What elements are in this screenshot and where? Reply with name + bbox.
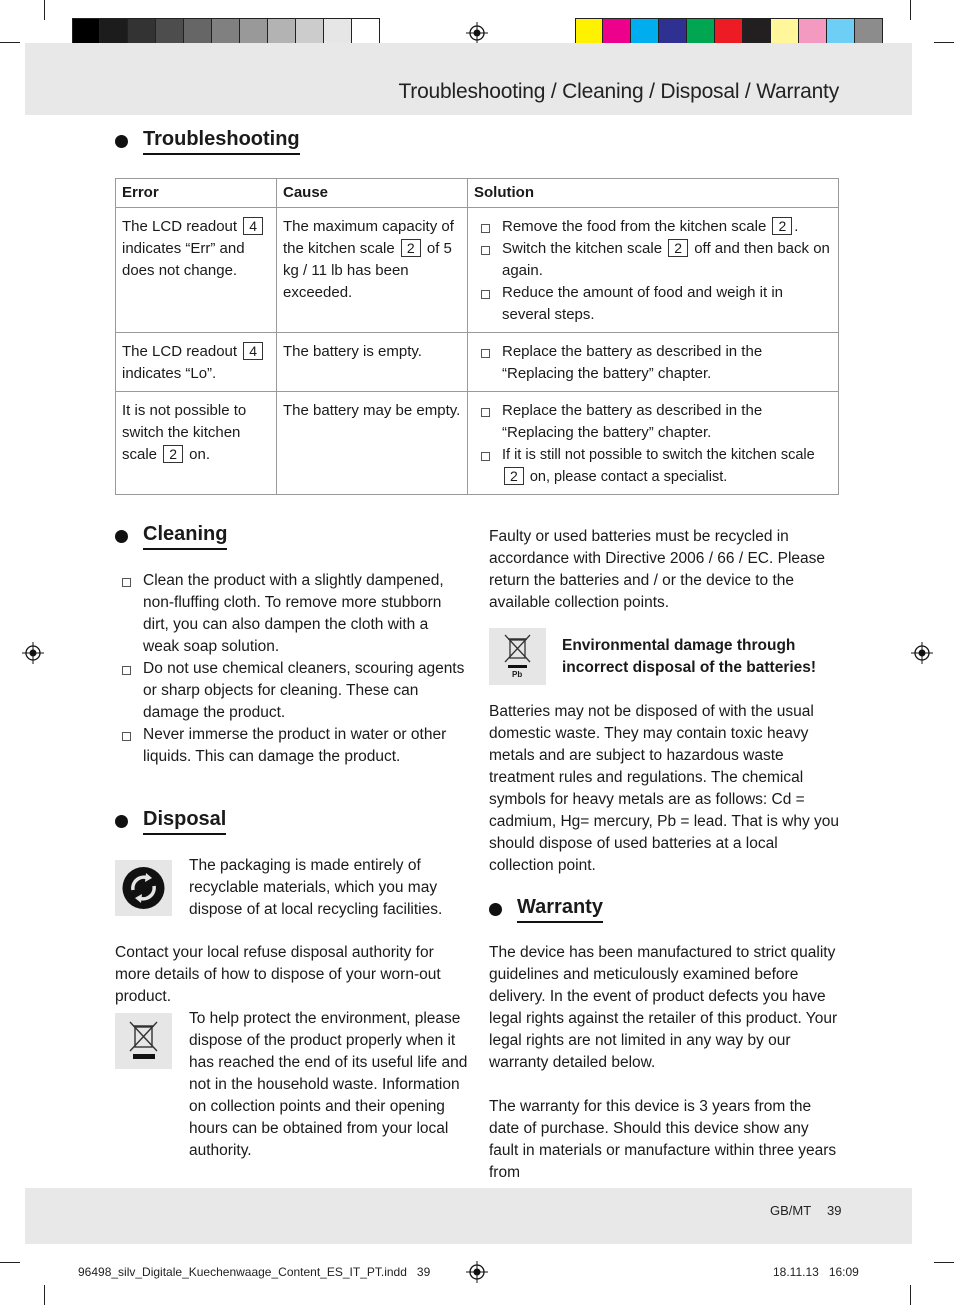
list-item — [474, 238, 832, 282]
list-item — [474, 400, 832, 444]
crop-mark — [0, 1262, 20, 1263]
error-cell — [116, 333, 277, 392]
list-item — [474, 444, 832, 488]
color-swatch — [352, 18, 380, 46]
gray-calibration-bar — [72, 18, 380, 46]
crossed-out-bin-icon — [115, 1013, 172, 1069]
error-cell — [116, 392, 277, 495]
header-band — [25, 43, 912, 115]
color-swatch — [156, 18, 184, 46]
text-run: on. — [184, 446, 211, 463]
crop-mark — [44, 1285, 45, 1305]
battery-warning: Environmental damage through incorrect disposal of the batteries! — [562, 637, 817, 676]
solution-cell — [468, 208, 839, 333]
cause-cell — [277, 392, 468, 495]
text-run: of 5 kg / 11 lb has been exceeded. — [283, 240, 452, 301]
text-run: It is not possible to switch the kitchen scale — [122, 402, 247, 463]
list-item: Never immerse the product in water or other liquids. This can damage the product. — [115, 724, 467, 768]
part-number-box: 4 — [243, 342, 263, 360]
text-run: Switch the kitchen scale — [502, 240, 667, 257]
table-row — [116, 333, 839, 392]
registration-mark-icon — [466, 22, 488, 44]
troubleshooting-table — [115, 178, 839, 495]
text-run: off and then back on again. — [502, 240, 830, 279]
page-label: GB/MT — [770, 1203, 812, 1218]
text-run: indicates “Lo”. — [122, 365, 217, 382]
text-run: The battery is empty. — [283, 343, 422, 360]
crop-mark — [0, 42, 20, 43]
crop-mark — [910, 1285, 911, 1305]
color-swatch — [687, 18, 715, 46]
part-number-box: 4 — [243, 217, 263, 235]
pb-label: Pb — [512, 670, 523, 679]
cause-cell — [277, 208, 468, 333]
text-run: If it is still not possible to switch the kitchen scale — [502, 447, 815, 463]
battery-household-text: Batteries may not be disposed of with the usual domestic waste. They may contain toxic heavy metals and are subject to hazardous waste treatment rules and regulations. The chemical symbols for heavy metals are as follows: Cd = cadmium, Hg= mercury, Pb = lead. That is why you should dispose of used batteries at a local collection point. — [489, 703, 840, 874]
part-number-box: 2 — [163, 445, 183, 463]
contact-text: Contact your local refuse disposal authority for more details of how to dispose of your worn-out product. — [115, 944, 441, 1005]
color-swatch — [659, 18, 687, 46]
text-run: indicates “Err” and does not change. — [122, 240, 245, 279]
text-run: on, please contact a specialist. — [525, 469, 728, 485]
text-run: . — [794, 218, 799, 235]
color-swatch — [296, 18, 324, 46]
list-item — [474, 341, 832, 385]
list-item — [474, 282, 832, 326]
table-row — [116, 392, 839, 495]
packaging-text: The packaging is made entirely of recyclable materials, which you may dispose of at local recycling facilities. — [189, 857, 443, 918]
table-row — [116, 208, 839, 333]
color-swatch — [771, 18, 799, 46]
list-item — [474, 216, 832, 238]
crop-mark — [934, 42, 954, 43]
color-swatch — [268, 18, 296, 46]
troubleshooting-heading: Troubleshooting — [115, 128, 300, 155]
text-run: The LCD readout — [122, 343, 242, 360]
crop-mark — [934, 1262, 954, 1263]
registration-mark-icon — [22, 642, 44, 664]
list-item: Do not use chemical cleaners, scouring agents or sharp objects for cleaning. These can damage the product. — [115, 658, 467, 724]
weee-text: To help protect the environment, please dispose of the product properly when it has reached the end of its useful life and not in the household waste. Information on collection points and their opening hours can be obtained from your local authority. — [189, 1010, 468, 1159]
registration-mark-icon — [466, 1261, 488, 1283]
bullet-dot-icon — [115, 815, 128, 828]
solution-list — [474, 400, 832, 488]
slug-file: 96498_silv_Digitale_Kuechenwaage_Content_ES_IT_PT.indd 39 — [78, 1265, 431, 1279]
battery-recycle-text: Faulty or used batteries must be recycled in accordance with Directive 2006 / 66 / EC. Please return the batteries and / or the device to the available collection points. — [489, 528, 826, 611]
error-cell — [116, 208, 277, 333]
text-run: Replace the battery as described in the “Replacing the battery” chapter. — [502, 402, 763, 441]
column-header: Solution — [468, 179, 839, 208]
page-title: Troubleshooting / Cleaning / Disposal / Warranty — [398, 80, 839, 103]
color-swatch — [212, 18, 240, 46]
crop-mark — [910, 0, 911, 20]
part-number-box: 2 — [668, 239, 688, 257]
warranty-paragraph-1: The device has been manufactured to strict quality guidelines and meticulously examined before delivery. In the event of product defects you have legal rights against the retailer of this product. Your legal rights are not limited in any way by our warranty detailed below. — [489, 944, 838, 1071]
slug-date: 18.11.13 16:09 — [773, 1265, 859, 1279]
bullet-dot-icon — [115, 135, 128, 148]
color-swatch — [575, 18, 603, 46]
color-swatch — [240, 18, 268, 46]
crop-mark — [44, 0, 45, 20]
text-run: Reduce the amount of food and weigh it in several steps. — [502, 284, 784, 323]
solution-cell — [468, 392, 839, 495]
color-swatch — [743, 18, 771, 46]
text-run: The maximum capacity of the kitchen scale — [283, 218, 454, 257]
warranty-paragraph-2: The warranty for this device is 3 years from the date of purchase. Should this device show any fault in materials or manufacture within three years from — [489, 1098, 837, 1181]
bullet-dot-icon — [489, 903, 502, 916]
solution-cell — [468, 333, 839, 392]
cleaning-list-block — [115, 570, 467, 768]
color-swatch — [715, 18, 743, 46]
list-item: Clean the product with a slightly dampened, non-fluffing cloth. To remove more stubborn dirt, you can also dampen the cloth with a weak soap solution. — [115, 570, 467, 658]
column-header: Error — [116, 179, 277, 208]
process-color-bar — [575, 18, 883, 46]
color-swatch — [100, 18, 128, 46]
cause-cell — [277, 333, 468, 392]
column-header: Cause — [277, 179, 468, 208]
cleaning-list — [115, 570, 467, 768]
warranty-heading: Warranty — [489, 896, 603, 923]
text-run: The battery may be empty. — [283, 402, 461, 419]
recycling-symbol-icon — [115, 860, 172, 916]
color-swatch — [128, 18, 156, 46]
color-swatch — [72, 18, 100, 46]
color-swatch — [855, 18, 883, 46]
color-swatch — [184, 18, 212, 46]
text-run: The LCD readout — [122, 218, 242, 235]
color-swatch — [603, 18, 631, 46]
part-number-box: 2 — [504, 467, 524, 485]
bullet-dot-icon — [115, 530, 128, 543]
color-swatch — [631, 18, 659, 46]
part-number-box: 2 — [401, 239, 421, 257]
cleaning-heading: Cleaning — [115, 523, 227, 550]
registration-mark-icon — [911, 642, 933, 664]
solution-list — [474, 341, 832, 385]
battery-bin-pb-icon — [489, 628, 546, 685]
disposal-heading: Disposal — [115, 808, 226, 835]
table-header-row — [116, 179, 839, 208]
text-run: Replace the battery as described in the “Replacing the battery” chapter. — [502, 343, 763, 382]
page-number: 39 — [827, 1203, 842, 1218]
solution-list — [474, 216, 832, 326]
color-swatch — [799, 18, 827, 46]
part-number-box: 2 — [772, 217, 792, 235]
color-swatch — [827, 18, 855, 46]
color-swatch — [324, 18, 352, 46]
text-run: Remove the food from the kitchen scale — [502, 218, 771, 235]
